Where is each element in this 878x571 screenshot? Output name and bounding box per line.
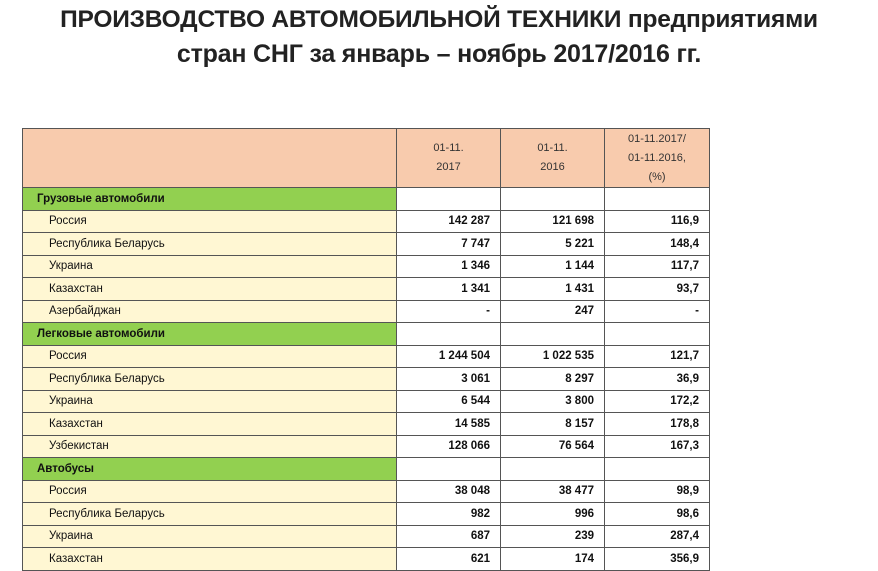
table-row bbox=[23, 548, 710, 571]
country-cell: Украина bbox=[23, 255, 397, 278]
country-cell: Казахстан bbox=[23, 278, 397, 301]
value-2017-cell: 1 346 bbox=[397, 255, 501, 278]
blank-cell bbox=[605, 458, 710, 481]
country-cell: Украина bbox=[23, 390, 397, 413]
country-cell: Республика Беларусь bbox=[23, 233, 397, 256]
percent-cell: 167,3 bbox=[605, 435, 710, 458]
table-row bbox=[23, 255, 710, 278]
country-cell: Казахстан bbox=[23, 548, 397, 571]
value-2016-cell: 239 bbox=[501, 525, 605, 548]
percent-cell: 121,7 bbox=[605, 345, 710, 368]
value-2016-cell: 996 bbox=[501, 503, 605, 526]
percent-cell: 116,9 bbox=[605, 210, 710, 233]
table-row bbox=[23, 390, 710, 413]
value-2016-cell: 1 144 bbox=[501, 255, 605, 278]
section-title: Грузовые автомобили bbox=[23, 188, 397, 211]
section-row bbox=[23, 323, 710, 346]
value-2016-cell: 1 022 535 bbox=[501, 345, 605, 368]
value-2016-cell: 8 297 bbox=[501, 368, 605, 391]
header-ratio-line: 01-11.2017/ bbox=[628, 132, 686, 145]
table-row bbox=[23, 345, 710, 368]
table-row bbox=[23, 210, 710, 233]
blank-cell bbox=[605, 323, 710, 346]
table-row bbox=[23, 300, 710, 323]
value-2016-cell: 1 431 bbox=[501, 278, 605, 301]
value-2017-cell: 1 341 bbox=[397, 278, 501, 301]
percent-cell: 172,2 bbox=[605, 390, 710, 413]
table-header-row bbox=[23, 129, 710, 188]
blank-cell bbox=[397, 458, 501, 481]
header-2017 bbox=[397, 129, 501, 188]
table-row bbox=[23, 503, 710, 526]
value-2016-cell: 5 221 bbox=[501, 233, 605, 256]
country-cell: Узбекистан bbox=[23, 435, 397, 458]
value-2017-cell: 687 bbox=[397, 525, 501, 548]
blank-cell bbox=[501, 188, 605, 211]
production-table bbox=[22, 128, 710, 571]
value-2017-cell: 142 287 bbox=[397, 210, 501, 233]
percent-cell: - bbox=[605, 300, 710, 323]
value-2017-cell: 1 244 504 bbox=[397, 345, 501, 368]
percent-cell: 356,9 bbox=[605, 548, 710, 571]
header-2016-line: 01-11. bbox=[537, 142, 568, 154]
table-row bbox=[23, 233, 710, 256]
percent-cell: 36,9 bbox=[605, 368, 710, 391]
title-line-2: стран СНГ за январь – ноябрь 2017/2016 гг. bbox=[176, 40, 702, 68]
country-cell: Казахстан bbox=[23, 413, 397, 436]
value-2016-cell: 8 157 bbox=[501, 413, 605, 436]
percent-cell: 148,4 bbox=[605, 233, 710, 256]
table-row bbox=[23, 368, 710, 391]
section-title: Легковые автомобили bbox=[23, 323, 397, 346]
percent-cell: 98,6 bbox=[605, 503, 710, 526]
blank-cell bbox=[501, 458, 605, 481]
value-2017-cell: 6 544 bbox=[397, 390, 501, 413]
table-row bbox=[23, 525, 710, 548]
value-2017-cell: 7 747 bbox=[397, 233, 501, 256]
table-row bbox=[23, 278, 710, 301]
country-cell: Россия bbox=[23, 480, 397, 503]
value-2017-cell: 38 048 bbox=[397, 480, 501, 503]
header-ratio-line: (%) bbox=[648, 170, 666, 183]
section-title: Автобусы bbox=[23, 458, 397, 481]
country-cell: Украина bbox=[23, 525, 397, 548]
table-row bbox=[23, 413, 710, 436]
header-2016-line: 2016 bbox=[540, 161, 565, 173]
country-cell: Республика Беларусь bbox=[23, 503, 397, 526]
percent-cell: 287,4 bbox=[605, 525, 710, 548]
blank-cell bbox=[397, 323, 501, 346]
value-2017-cell: 982 bbox=[397, 503, 501, 526]
page-title bbox=[0, 2, 878, 72]
value-2016-cell: 38 477 bbox=[501, 480, 605, 503]
table-row bbox=[23, 480, 710, 503]
value-2016-cell: 76 564 bbox=[501, 435, 605, 458]
value-2016-cell: 121 698 bbox=[501, 210, 605, 233]
blank-cell bbox=[397, 188, 501, 211]
header-2017-line: 2017 bbox=[436, 161, 461, 173]
blank-cell bbox=[605, 188, 710, 211]
value-2016-cell: 3 800 bbox=[501, 390, 605, 413]
country-cell: Республика Беларусь bbox=[23, 368, 397, 391]
value-2016-cell: 174 bbox=[501, 548, 605, 571]
percent-cell: 178,8 bbox=[605, 413, 710, 436]
header-2017-line: 01-11. bbox=[433, 142, 464, 154]
country-cell: Россия bbox=[23, 345, 397, 368]
title-line-1: ПРОИЗВОДСТВО АВТОМОБИЛЬНОЙ ТЕХНИКИ предприятиями bbox=[60, 6, 818, 33]
value-2016-cell: 247 bbox=[501, 300, 605, 323]
percent-cell: 117,7 bbox=[605, 255, 710, 278]
country-cell: Россия bbox=[23, 210, 397, 233]
value-2017-cell: 128 066 bbox=[397, 435, 501, 458]
value-2017-cell: 14 585 bbox=[397, 413, 501, 436]
value-2017-cell: - bbox=[397, 300, 501, 323]
country-cell: Азербайджан bbox=[23, 300, 397, 323]
percent-cell: 93,7 bbox=[605, 278, 710, 301]
header-ratio-line: 01-11.2016, bbox=[628, 151, 686, 164]
value-2017-cell: 621 bbox=[397, 548, 501, 571]
value-2017-cell: 3 061 bbox=[397, 368, 501, 391]
section-row bbox=[23, 458, 710, 481]
section-row bbox=[23, 188, 710, 211]
header-empty-cell bbox=[23, 129, 397, 188]
header-ratio bbox=[605, 129, 710, 188]
percent-cell: 98,9 bbox=[605, 480, 710, 503]
table-row bbox=[23, 435, 710, 458]
header-2016 bbox=[501, 129, 605, 188]
blank-cell bbox=[501, 323, 605, 346]
